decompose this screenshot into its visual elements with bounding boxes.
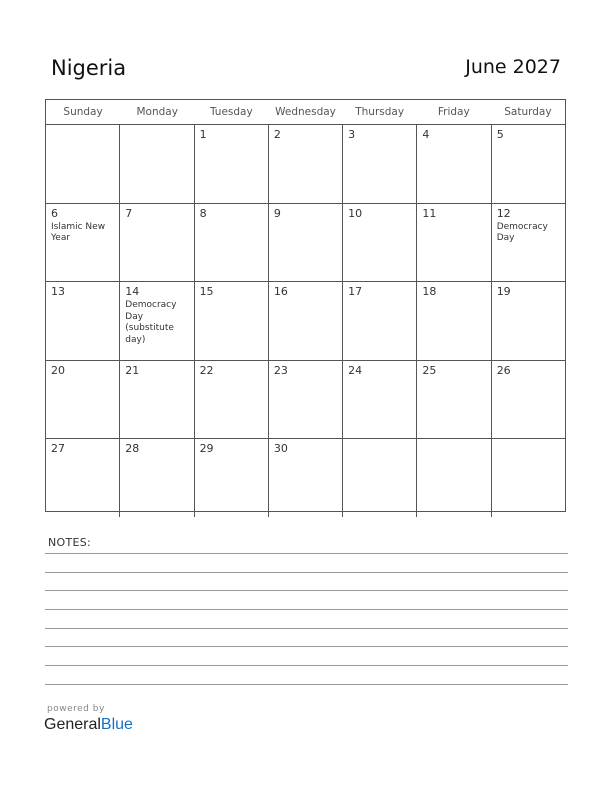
day-number: 17	[348, 285, 363, 299]
day-number: 27	[51, 442, 65, 456]
week-row	[46, 203, 565, 282]
day-number: 1	[199, 128, 207, 141]
day-number: 4	[422, 128, 430, 141]
weekday-label: Sunday	[63, 106, 103, 118]
day-number: 8	[199, 206, 207, 220]
day-cell[interactable]	[416, 204, 490, 282]
day-cell[interactable]	[416, 439, 490, 517]
day-cell[interactable]	[46, 282, 119, 360]
day-number: 3	[348, 128, 356, 141]
day-cell[interactable]	[416, 361, 490, 439]
day-number: 2	[273, 128, 281, 141]
day-cell[interactable]	[268, 282, 342, 360]
weeks-container	[46, 125, 565, 517]
holiday-label: Islamic New Year	[51, 221, 106, 244]
holiday-label: Democracy Day (substitute day)	[125, 300, 177, 345]
day-number: 14	[125, 285, 140, 299]
notes-label: NOTES:	[48, 536, 92, 549]
note-line[interactable]	[45, 590, 568, 591]
day-number: 5	[496, 128, 504, 141]
country-title: Nigeria	[51, 56, 127, 80]
day-cell[interactable]	[119, 282, 193, 360]
day-cell[interactable]	[342, 282, 416, 360]
day-number: 25	[422, 363, 437, 377]
note-line[interactable]	[45, 665, 568, 666]
powered-by-text: powered by	[47, 704, 105, 714]
day-cell[interactable]	[491, 282, 565, 360]
day-cell[interactable]	[342, 204, 416, 282]
day-number: 19	[496, 285, 511, 299]
weekday-label: Wednesday	[275, 106, 336, 118]
day-cell[interactable]	[491, 439, 565, 517]
weekday-label: Tuesday	[209, 106, 253, 118]
day-number: 24	[348, 363, 363, 377]
day-number: 7	[125, 206, 133, 220]
note-line[interactable]	[45, 628, 568, 629]
day-number: 6	[51, 206, 58, 220]
day-cell[interactable]	[46, 439, 119, 517]
month-year-title: June 2027	[465, 56, 561, 78]
note-line[interactable]	[45, 609, 568, 610]
logo-general-text: General	[44, 716, 101, 733]
note-line[interactable]	[45, 553, 568, 554]
day-cell[interactable]	[342, 125, 416, 203]
day-cell[interactable]	[491, 125, 565, 203]
day-number: 15	[199, 285, 214, 299]
day-number: 20	[51, 363, 65, 377]
day-cell[interactable]	[46, 361, 119, 439]
day-number: 22	[199, 363, 214, 377]
day-cell[interactable]	[119, 125, 193, 203]
week-row	[46, 360, 565, 439]
weekday-label: Saturday	[504, 106, 552, 118]
day-cell[interactable]	[194, 439, 268, 517]
day-number: 13	[51, 285, 65, 299]
day-cell[interactable]	[194, 361, 268, 439]
day-cell[interactable]	[491, 361, 565, 439]
day-cell[interactable]	[491, 204, 565, 282]
weekday-label: Thursday	[355, 106, 405, 118]
note-line[interactable]	[45, 572, 568, 573]
day-cell[interactable]	[194, 282, 268, 360]
logo-blue-text: Blue	[100, 716, 133, 733]
day-number: 16	[273, 285, 288, 299]
generalblue-logo[interactable]	[44, 716, 133, 734]
day-number: 26	[496, 363, 511, 377]
day-cell[interactable]	[342, 439, 416, 517]
day-cell[interactable]	[342, 361, 416, 439]
note-line[interactable]	[45, 646, 568, 647]
weekday-label: Monday	[136, 106, 178, 118]
weekday-label: Friday	[437, 106, 470, 118]
day-cell[interactable]	[416, 282, 490, 360]
day-cell[interactable]	[268, 125, 342, 203]
day-number: 9	[273, 206, 281, 220]
day-cell[interactable]	[119, 439, 193, 517]
day-number: 23	[273, 363, 288, 377]
holiday-label: Democracy Day	[496, 221, 548, 244]
day-cell[interactable]	[268, 439, 342, 517]
week-row	[46, 281, 565, 360]
day-number: 11	[422, 206, 437, 220]
day-cell[interactable]	[46, 125, 119, 203]
weekday-header-row	[46, 100, 565, 125]
day-cell[interactable]	[416, 125, 490, 203]
calendar-grid	[45, 99, 566, 512]
day-number: 21	[125, 363, 140, 377]
day-cell[interactable]	[194, 204, 268, 282]
week-row	[46, 438, 565, 517]
day-cell[interactable]	[194, 125, 268, 203]
day-number: 10	[348, 206, 363, 220]
day-number: 12	[496, 206, 511, 220]
day-cell[interactable]	[119, 361, 193, 439]
day-number: 29	[199, 442, 214, 456]
week-row	[46, 125, 565, 203]
day-number: 18	[422, 285, 437, 299]
day-number: 28	[125, 442, 140, 456]
day-cell[interactable]	[119, 204, 193, 282]
day-cell[interactable]	[46, 204, 119, 282]
day-number: 30	[273, 442, 288, 456]
note-line[interactable]	[45, 684, 568, 685]
day-cell[interactable]	[268, 361, 342, 439]
day-cell[interactable]	[268, 204, 342, 282]
